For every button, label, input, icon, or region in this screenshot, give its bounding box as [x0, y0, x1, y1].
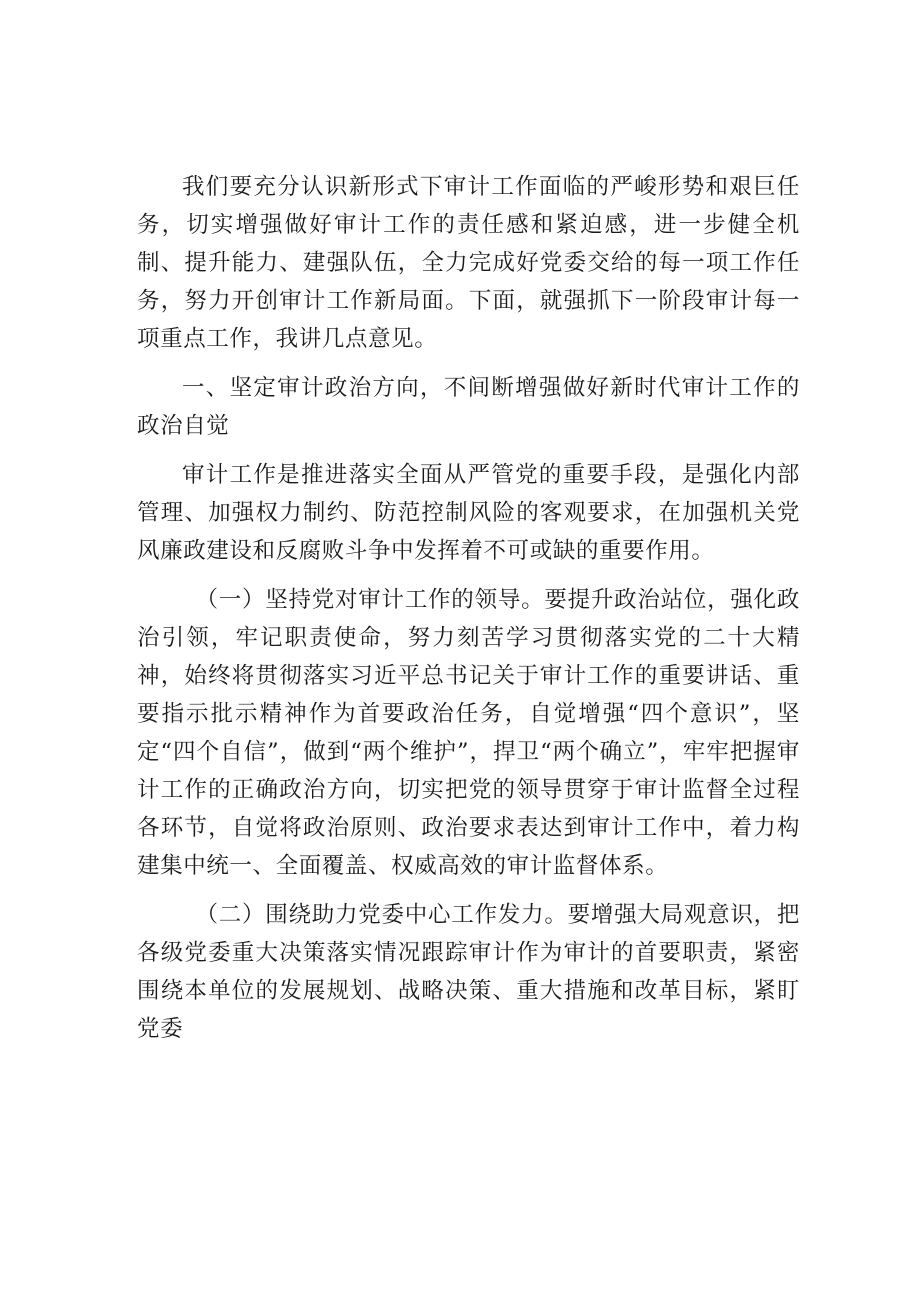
subsection-1-paragraph: （一）坚持党对审计工作的领导。要提升政治站位，强化政治引领，牢记职责使命，努力刻苦学习贯彻落实党的二十大精神，始终将贯彻落实习近平总书记关于审计工作的重要讲话、重要指示批示精神作为首要政治任务，自觉增强“四个意识”，坚定“四个自信”，做到“两个维护”，捍卫“两个确立”，牢牢把握审计工作的正确政治方向，切实把党的领导贯穿于审计监督全过程各环节，自觉将政治原则、政治要求表达到审计工作中，着力构建集中统一、全面覆盖、权威高效的审计监督体系。	[137, 587, 800, 879]
section-1-paragraph: 审计工作是推进落实全面从严管党的重要手段，是强化内部管理、加强权力制约、防范控制风险的客观要求，在加强机关党风廉政建设和反腐败斗争中发挥着不可或缺的重要作用。	[137, 462, 800, 564]
subsection-2-paragraph: （二）围绕助力党委中心工作发力。要增强大局观意识，把各级党委重大决策落实情况跟踪审计作为审计的首要职责，紧密围绕本单位的发展规划、战略决策、重大措施和改革目标，紧盯党委	[137, 902, 800, 1042]
document-body	[137, 168, 800, 1059]
section-heading-1: 一、坚定审计政治方向，不间断增强做好新时代审计工作的政治自觉	[137, 375, 800, 439]
intro-paragraph: 我们要充分认识新形式下审计工作面临的严峻形势和艰巨任务，切实增强做好审计工作的责任感和紧迫感，进一步健全机制、提升能力、建强队伍，全力完成好党委交给的每一项工作任务，努力开创审计工作新局面。下面，就强抓下一阶段审计每一项重点工作，我讲几点意见。	[137, 174, 800, 352]
